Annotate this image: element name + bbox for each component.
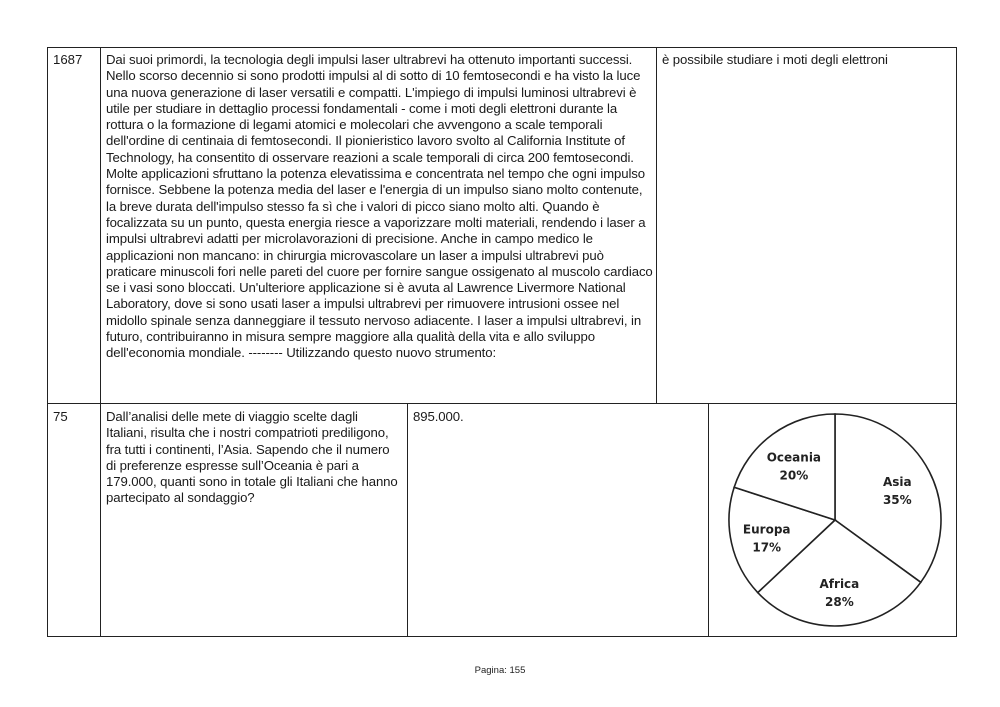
row1-id: 1687	[53, 52, 83, 67]
row2-id: 75	[53, 409, 68, 424]
row2-question-text: Dall’analisi delle mete di viaggio scelte dagli Italiani, risulta che i nostri compatrioti prediligono, fra tutti i continenti, l’Asia. Sapendo che il numero di preferenze espresse sull’Oceania è pari a 179.000, quanti sono in totale gli Italiani che hanno partecipato al sondaggio?	[106, 409, 398, 506]
pie-value-asia: 35%	[882, 493, 912, 508]
pie-chart	[709, 404, 956, 636]
id-column-divider	[100, 47, 101, 637]
pie-label-oceania: Oceania	[766, 450, 822, 465]
table-bottom-border	[47, 636, 957, 637]
pie-label-africa: Africa	[819, 576, 860, 591]
row2-answer-divider	[407, 403, 408, 637]
pie-value-oceania: 20%	[779, 468, 809, 483]
pie-label-europa: Europa	[742, 522, 791, 537]
row1-answer-text: è possibile studiare i moti degli elettroni	[662, 52, 888, 67]
row1-answer-divider	[656, 47, 657, 404]
pie-value-europa: 17%	[752, 540, 782, 555]
table-right-border	[956, 47, 957, 637]
pie-label-asia: Asia	[883, 475, 912, 490]
pie-value-africa: 28%	[825, 594, 854, 609]
row2-answer-text: 895.000.	[413, 409, 464, 424]
table-left-border	[47, 47, 48, 637]
row1-question-text: Dai suoi primordi, la tecnologia degli impulsi laser ultrabrevi ha ottenuto importanti successi. Nello scorso decennio si sono prodotti impulsi al di sotto di 10 femtosecondi e ha visto la luce una nuova generazione di laser versatili e compatti. L'impiego di impulsi luminosi ultrabrevi è utile per studiare in dettaglio processi fondamentali - come i moti degli elettroni durante la rottura o la formazione di legami atomici e molecolari che avvengono a scale temporali dell'ordine di centinaia di femtosecondi. Il pionieristico lavoro svolto al California Institute of Technology, ha consentito di osservare reazioni a scale temporali di circa 200 femtosecondi. Molte applicazioni sfruttano la potenza elevatissima e concentrata nel tempo che ogni impulso fornisce. Sebbene la potenza media del laser e l'energia di un impulso siano molto contenute, la breve durata dell'impulso stesso fa sì che i valori di picco siano molto alti. Quando è focalizzata su un punto, questa energia riesce a vaporizzare molti materiali, rendendo i laser a impulsi ultrabrevi adatti per microlavorazioni di precisione. Anche in campo medico le applicazioni non mancano: in chirurgia microvascolare un laser a impulsi ultrabrevi può praticare minuscoli fori nelle pareti del cuore per fornire sangue ossigenato al muscolo cardiaco se i vasi sono bloccati. Un'ulteriore applicazione si è avuta al Lawrence Livermore National Laboratory, dove si sono usati laser a impulsi ultrabrevi per rimuovere intrusioni ossee nel midollo spinale senza danneggiare il tessuto nervoso adiacente. I laser a impulsi ultrabrevi, in futuro, contribuiranno in misura sempre maggiore alla qualità della vita e allo sviluppo dell'economia mondiale. -------- Utilizzando questo nuovo strumento:	[106, 52, 653, 361]
table-top-border	[47, 47, 957, 48]
page-footer: Pagina: 155	[474, 665, 526, 676]
